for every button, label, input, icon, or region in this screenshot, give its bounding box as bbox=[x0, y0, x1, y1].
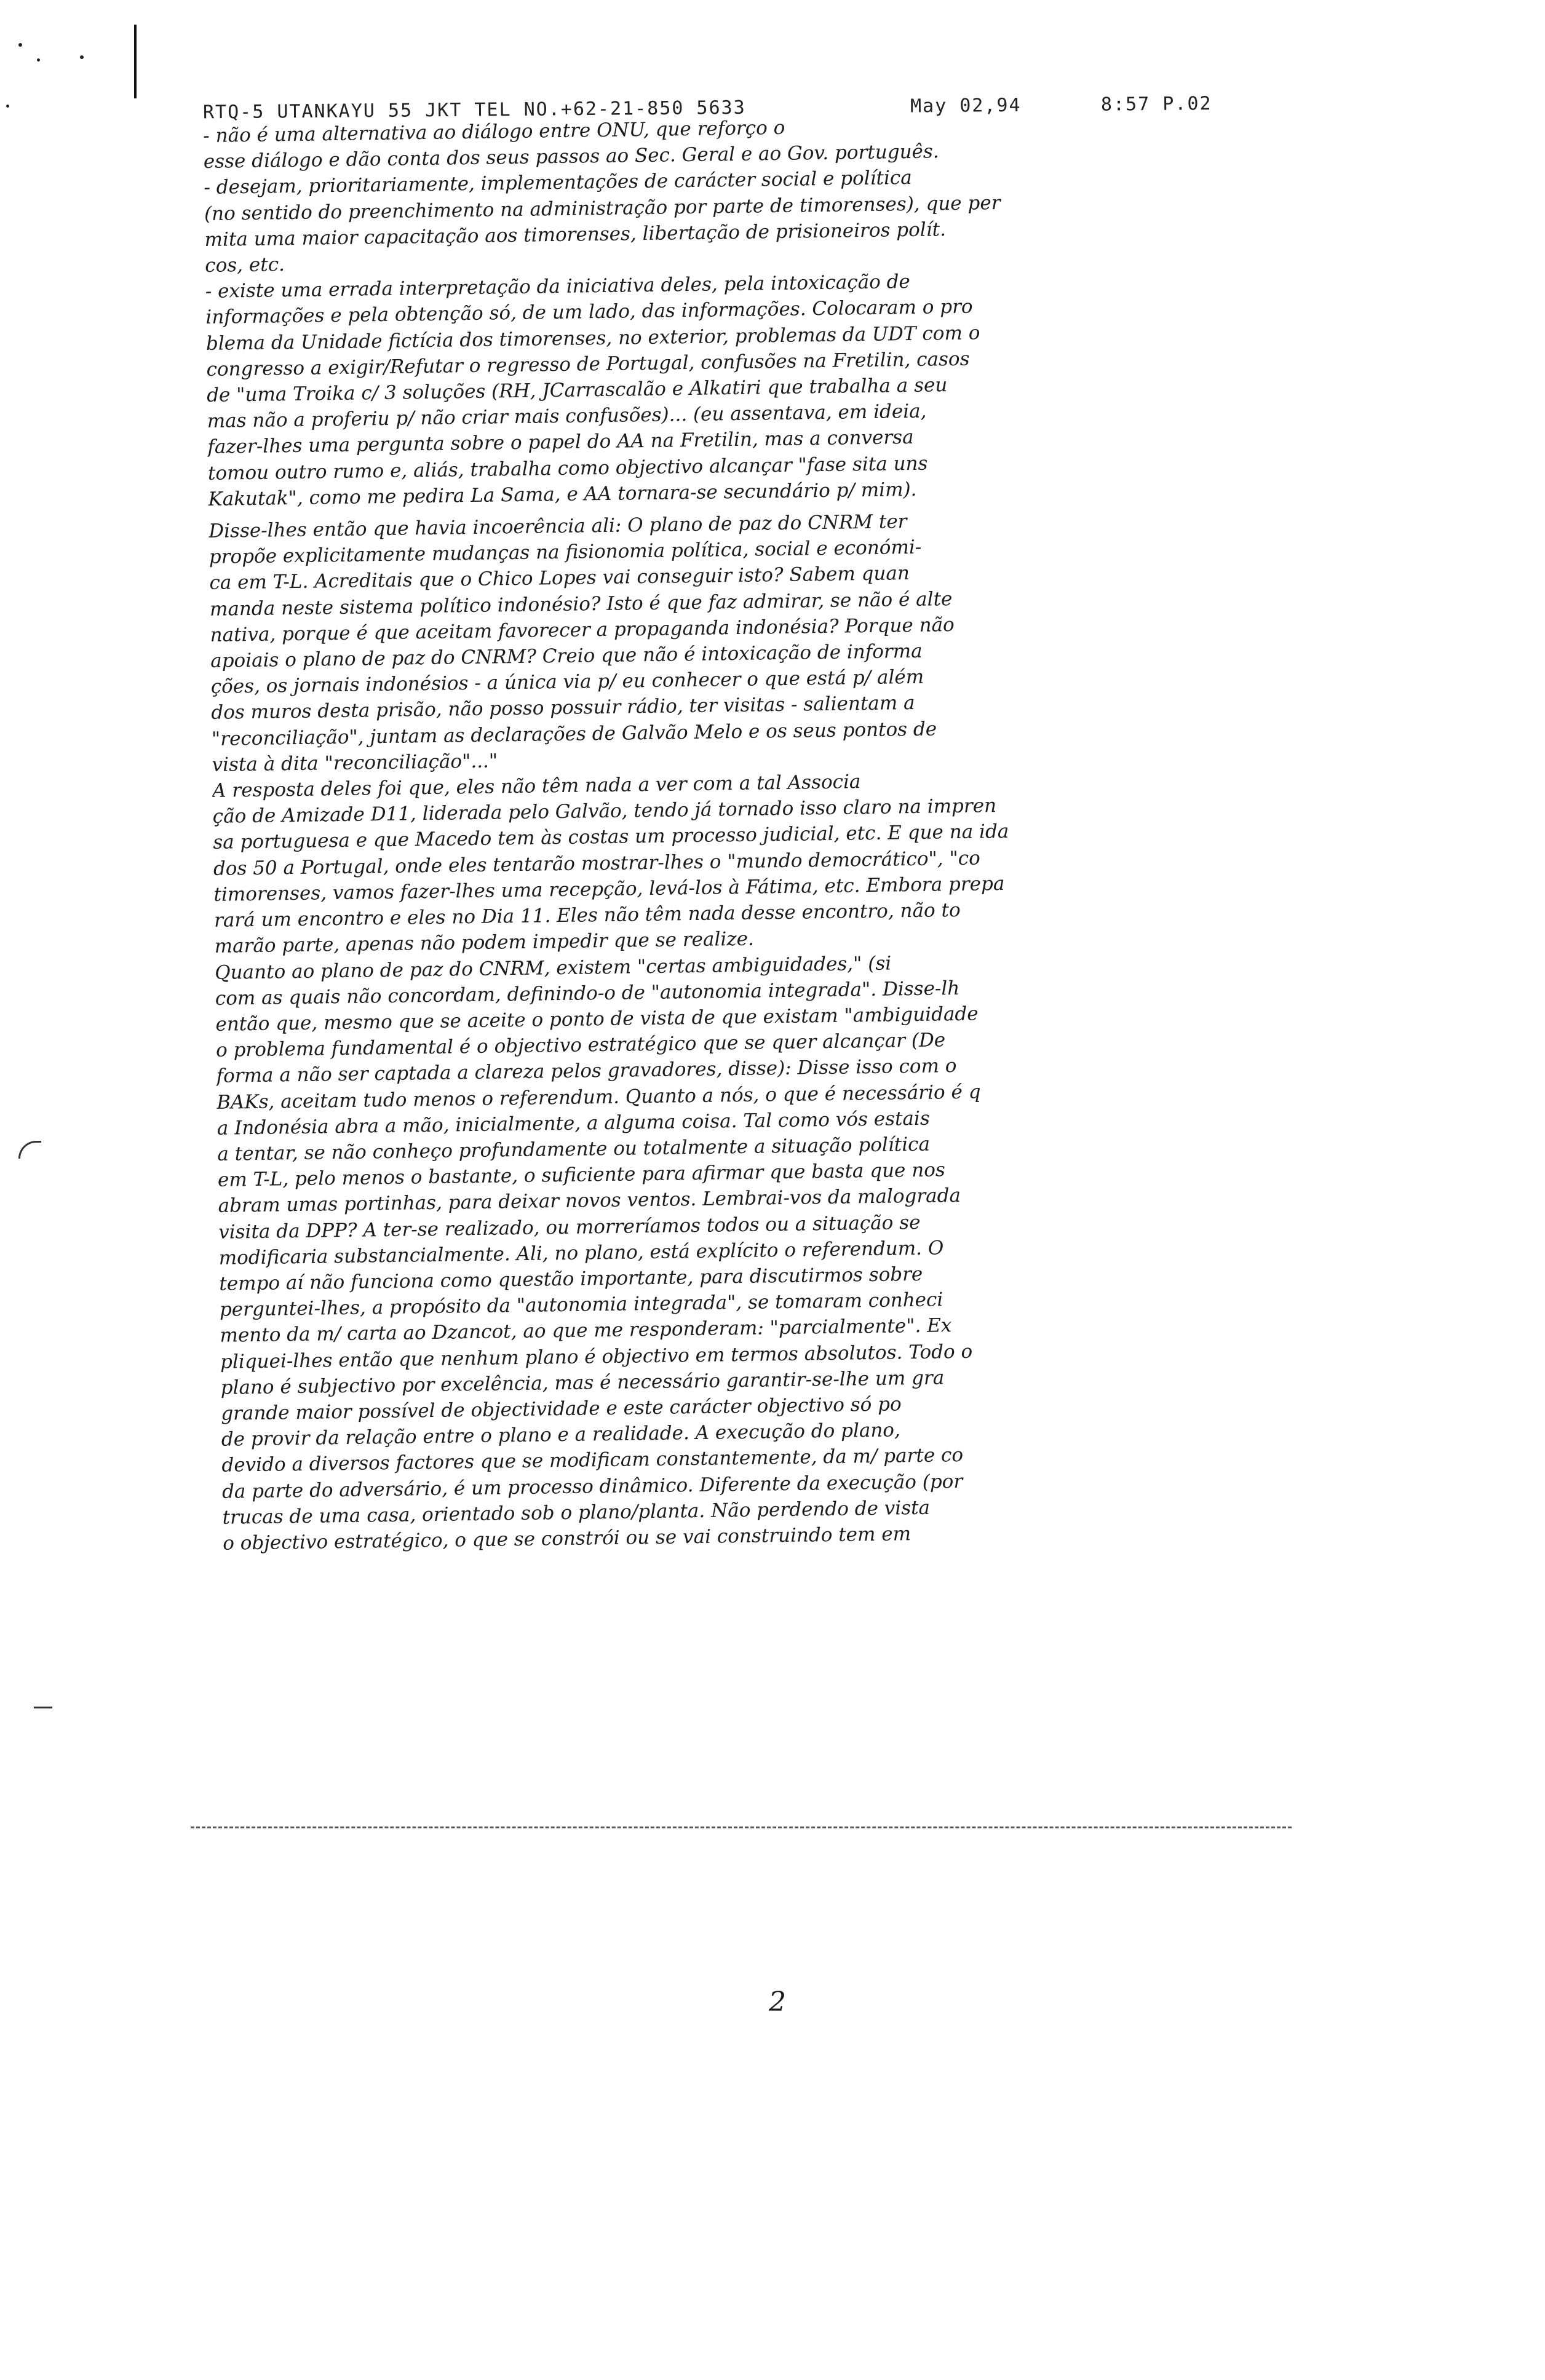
handwritten-line: apoiais o plano de paz do CNRM? Creio que não é intoxicação de informa bbox=[210, 640, 923, 672]
handwritten-line: ca em T-L. Acreditais que o Chico Lopes vai conseguir isto? Sabem quan bbox=[209, 562, 910, 595]
handwritten-line: a tentar, se não conheço profundamente ou totalmente a situação política bbox=[217, 1133, 931, 1165]
handwritten-line: cos, etc. bbox=[204, 253, 285, 277]
fax-sender: RTQ-5 UTANKAYU 55 JKT TEL NO.+62-21-850 5633 bbox=[202, 97, 746, 124]
handwritten-line: visita da DPP? A ter-se realizado, ou morreríamos todos ou a situação se bbox=[218, 1211, 921, 1244]
handwritten-line: Kakutak", como me pedira La Sama, e AA tornara-se secundário p/ mim). bbox=[208, 478, 917, 510]
handwritten-line: manda neste sistema político indonésio? Isto é que faz admirar, se não é alte bbox=[209, 587, 953, 621]
handwritten-line: (no sentido do preenchimento na administração por parte de timorenses), que per bbox=[204, 191, 1001, 225]
fax-time-page: 8:57 P.02 bbox=[1100, 93, 1212, 116]
handwritten-line: blema da Unidade fictícia dos timorenses, no exterior, problemas da UDT com o bbox=[205, 322, 980, 355]
handwritten-line: a Indonésia abra a mão, inicialmente, a alguma coisa. Tal como vós estais bbox=[216, 1107, 930, 1140]
handwritten-line: dos 50 a Portugal, onde eles tentarão mostrar-lhes o "mundo democrático", "co bbox=[213, 847, 981, 880]
handwritten-line: trucas de uma casa, orientado sob o plano/planta. Não perdendo de vista bbox=[222, 1496, 931, 1529]
handwritten-letter bbox=[203, 108, 1268, 1557]
scan-artifact-bar bbox=[134, 25, 137, 98]
handwritten-line: forma a não ser captada a clareza pelos gravadores, disse): Disse isso com o bbox=[216, 1055, 957, 1088]
handwritten-line: mento da m/ carta ao Dzancot, ao que me responderam: "parcialmente". Ex bbox=[220, 1314, 952, 1347]
handwritten-line: grande maior possível de objectividade e este carácter objectivo só po bbox=[221, 1393, 902, 1425]
handwritten-line: BAKs, aceitam tudo menos o referendum. Quanto a nós, o que é necessário é q bbox=[216, 1081, 981, 1114]
handwritten-line: de "uma Troika c/ 3 soluções (RH, JCarrascalão e Alkatiri que trabalha a seu bbox=[206, 374, 948, 407]
handwritten-line: Quanto ao plano de paz do CNRM, existem "certas ambiguidades," (si bbox=[215, 952, 892, 984]
handwritten-line: - desejam, prioritariamente, implementações de carácter social e política bbox=[204, 167, 913, 199]
handwritten-line: timorenses, vamos fazer-lhes uma recepção, levá-los à Fátima, etc. Embora prepa bbox=[213, 872, 1005, 906]
handwritten-line: modificaria substancialmente. Ali, no plano, está explícito o referendum. O bbox=[218, 1237, 944, 1269]
scan-speck bbox=[6, 105, 9, 108]
handwritten-line: da parte do adversário, é um processo dinâmico. Diferente da execução (por bbox=[221, 1470, 963, 1503]
handwritten-line: de provir da relação entre o plano e a realidade. A execução do plano, bbox=[221, 1419, 901, 1451]
handwritten-line: "reconciliação", juntam as declarações de Galvão Melo e os seus pontos de bbox=[211, 718, 937, 750]
handwritten-line: propõe explicitamente mudanças na fisionomia política, social e económi- bbox=[209, 536, 922, 569]
scan-speck bbox=[37, 58, 40, 61]
handwritten-line: ções, os jornais indonésios - a única via p/ eu conhecer o que está p/ além bbox=[210, 665, 924, 699]
handwritten-line: com as quais não concordam, definindo-o de "autonomia integrada". Disse-lh bbox=[215, 977, 960, 1010]
handwritten-line: marão parte, apenas não podem impedir que se realize. bbox=[214, 927, 755, 958]
fax-date: May 02,94 bbox=[910, 94, 1022, 117]
handwritten-line: pliquei-lhes então que nenhum plano é objectivo em termos absolutos. Todo o bbox=[220, 1340, 973, 1373]
handwritten-line: ção de Amizade D11, liderada pelo Galvão, tendo já tornado isso claro na impren bbox=[212, 795, 997, 828]
page-number: 2 bbox=[769, 1986, 786, 2018]
handwritten-line: em T-L, pelo menos o bastante, o suficiente para afirmar que basta que nos bbox=[217, 1159, 946, 1191]
handwritten-line: tempo aí não funciona como questão importante, para discutirmos sobre bbox=[219, 1263, 923, 1295]
handwritten-line: esse diálogo e dão conta dos seus passos ao Sec. Geral e ao Gov. português. bbox=[203, 140, 939, 173]
handwritten-line: nativa, porque é que aceitam favorecer a propaganda indonésia? Porque não bbox=[210, 613, 955, 646]
handwritten-line: A resposta deles foi que, eles não têm nada a ver com a tal Associa bbox=[212, 771, 861, 802]
handwritten-line: abram umas portinhas, para deixar novos ventos. Lembrai-vos da malograda bbox=[218, 1184, 961, 1218]
margin-hole-mark bbox=[34, 1707, 52, 1708]
handwritten-line: o problema fundamental é o objectivo estratégico que se quer alcançar (De bbox=[215, 1029, 946, 1061]
handwritten-line: o objectivo estratégico, o que se constrói ou se vai construindo tem em bbox=[223, 1523, 912, 1555]
handwritten-line: Disse-lhes então que havia incoerência ali: O plano de paz do CNRM ter bbox=[209, 510, 907, 542]
scan-speck bbox=[80, 55, 84, 59]
handwritten-line: sa portuguesa e que Macedo tem às costas um processo judicial, etc. E que na ida bbox=[213, 820, 1009, 854]
handwritten-line: rará um encontro e eles no Dia 11. Eles não têm nada desse encontro, não to bbox=[213, 899, 961, 932]
handwritten-line: tomou outro rumo e, aliás, trabalha como objectivo alcançar "fase sita uns bbox=[207, 452, 928, 485]
handwritten-line: devido a diversos factores que se modificam constantemente, da m/ parte co bbox=[221, 1444, 964, 1477]
handwritten-line: - não é uma alternativa ao diálogo entre ONU, que reforço o bbox=[203, 116, 785, 147]
handwritten-line: mita uma maior capacitação aos timorenses, libertação de prisioneiros polít. bbox=[204, 218, 947, 251]
handwritten-line: mas não a proferiu p/ não criar mais confusões)... (eu assentava, em ideia, bbox=[207, 400, 927, 433]
handwritten-line: perguntei-lhes, a propósito da "autonomia integrada", se tomaram conheci bbox=[219, 1288, 943, 1321]
margin-hole-mark bbox=[18, 1141, 41, 1159]
handwritten-line: então que, mesmo que se aceite o ponto de vista de que existam "ambiguidade bbox=[215, 1002, 979, 1036]
handwritten-line: congresso a exigir/Refutar o regresso de Portugal, confusões na Fretilin, casos bbox=[206, 347, 970, 381]
handwritten-line: vista à dita "reconciliação"..." bbox=[212, 750, 498, 776]
handwritten-line: - existe uma errada interpretação da iniciativa deles, pela intoxicação de bbox=[205, 271, 911, 303]
handwritten-line: plano é subjectivo por excelência, mas é necessário garantir-se-lhe um gra bbox=[220, 1367, 945, 1399]
handwritten-line: informações e pela obtenção só, de um lado, das informações. Colocaram o pro bbox=[205, 295, 973, 329]
handwritten-line: fazer-lhes uma pergunta sobre o papel do AA na Fretilin, mas a conversa bbox=[207, 426, 914, 459]
scan-speck bbox=[18, 43, 22, 47]
fold-line-divider bbox=[191, 1827, 1292, 1828]
handwritten-line: dos muros desta prisão, não posso possuir rádio, ter visitas - salientam a bbox=[211, 692, 915, 724]
